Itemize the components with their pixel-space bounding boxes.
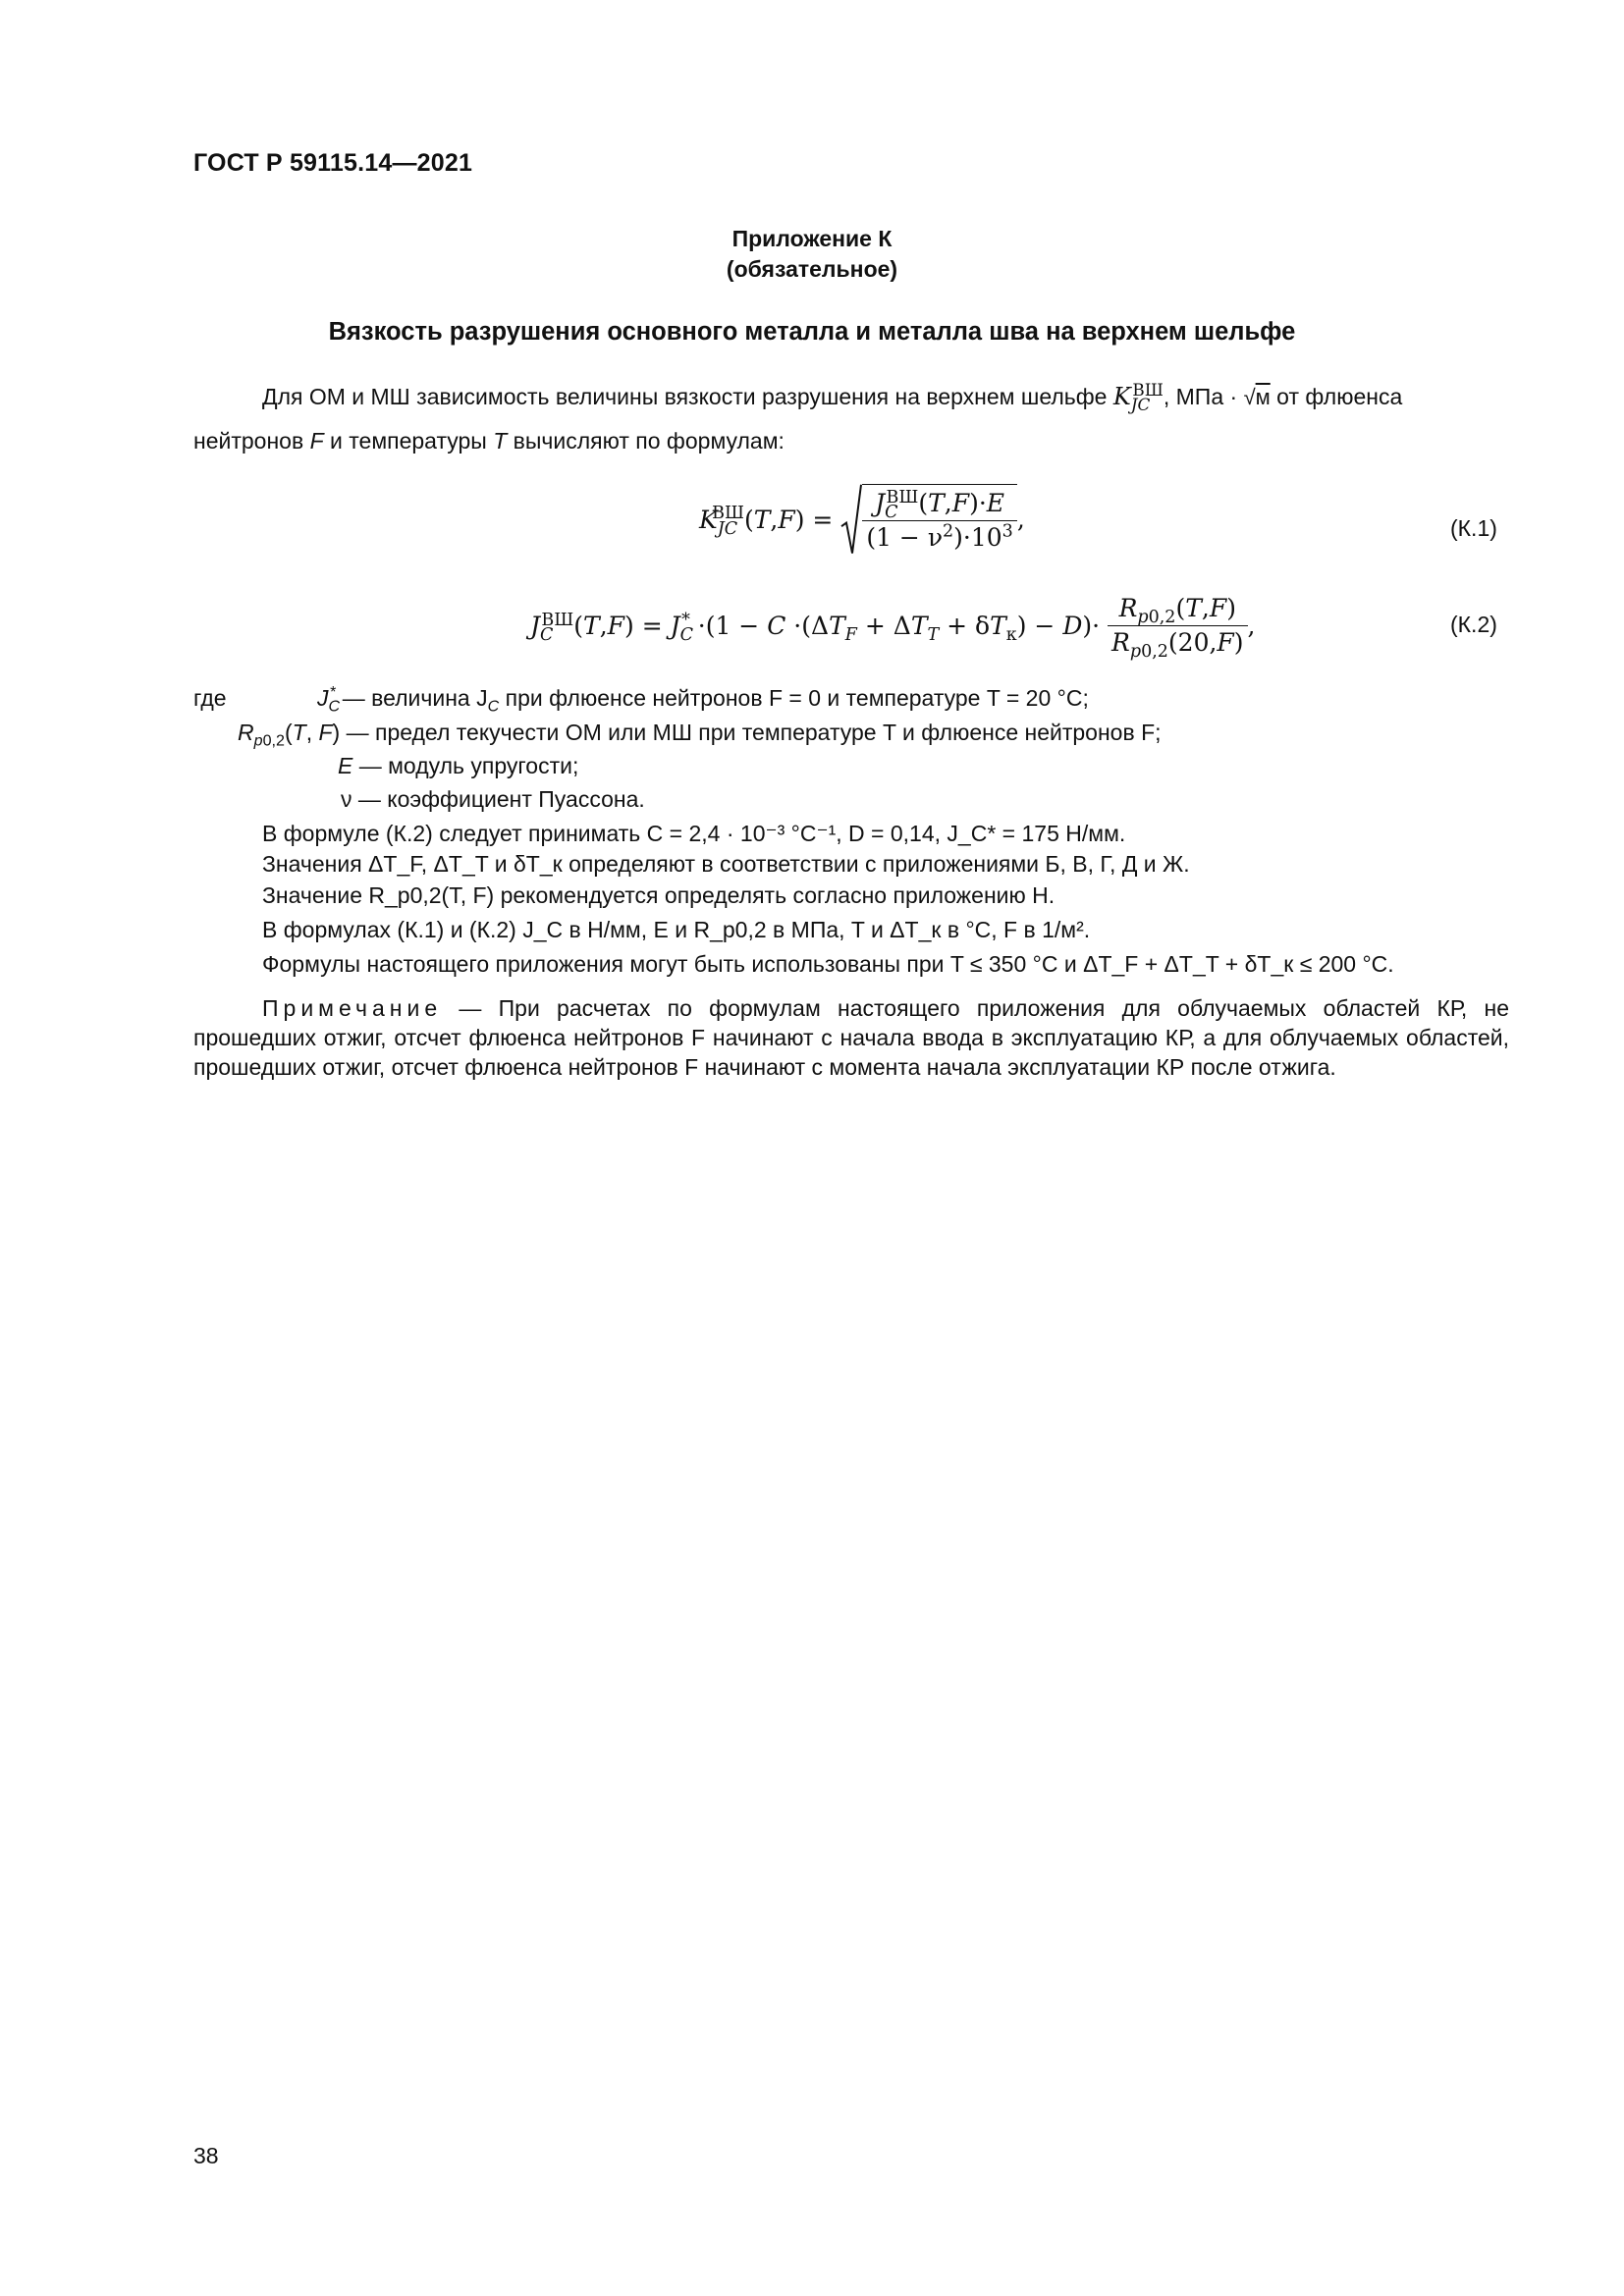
- appendix-label: Приложение К: [731, 226, 893, 251]
- definition-3: E — модуль упругости;: [338, 753, 579, 778]
- var-f: F: [309, 428, 324, 454]
- sqrt-sign: $\frac{J_C^{ВШ}(T,F)\cdot E}{(1 - \nu^2)\cdot 10^3}$: [840, 484, 1017, 555]
- page-number: 38: [193, 2143, 219, 2168]
- note-block: [193, 993, 1509, 1082]
- where-label: где: [193, 685, 227, 711]
- definition-4: ν — коэффициент Пуассона.: [341, 786, 645, 812]
- definition-1: где $J_C^*$ — величина $J_C$ при флюенсе нейтронов F = 0 и температуре T = 20 °С;: [193, 683, 1089, 716]
- body-paragraph-3: Значение R_p0,2(T, F) рекомендуется определять согласно приложению Н.: [262, 882, 1056, 908]
- body-paragraph-2: Значения ΔT_F, ΔT_T и δT_к определяют в соответствии с приложениями Б, В, Г, Д и Ж.: [262, 851, 1190, 877]
- note-text: — При расчетах по формулам настоящего приложения для облучаемых областей КР, не прошедших отжиг, отсчет флюенса нейтронов F начинают с начала ввода в эксплуатацию КР, а для облучаемых областей, прошедших отжиг, отсчет флюенса нейтронов F начинают с момента начала эксплуатации КР после отжига.: [193, 995, 1509, 1080]
- definition-2: $R_{p0,2}(T$, F) — предел текучести ОМ или МШ при температуре T и флюенсе нейтронов F;: [238, 720, 1162, 750]
- body-paragraph-1: В формуле (К.2) следует принимать C = 2,4 · 10⁻³ °С⁻¹, D = 0,14, J_C* = 175 Н/мм.: [262, 821, 1126, 846]
- formula-k2-number: (К.2): [1450, 612, 1497, 637]
- body-paragraph-4: В формулах (К.1) и (К.2) J_C в Н/мм, E и R_p0,2 в МПа, T и ΔT_к в °С, F в 1/м².: [262, 917, 1091, 942]
- note-label: Примечание: [262, 995, 443, 1021]
- intro-text-d: нейтронов: [193, 428, 304, 454]
- appendix-title: Вязкость разрушения основного металла и металла шва на верхнем шельфе: [328, 318, 1296, 346]
- formula-k2: $J_C^{ВШ}(T,F) = J_C^* \cdot(1 - C \cdot(\Delta T_F + \Delta T_T + \delta T_к) - D)\cdot$ $\frac{R_{p0,2}(T,F)}{R_{p0,2}(20,F)}$ ,: [530, 594, 1256, 662]
- sqrt-m-symbol: √м: [1243, 385, 1271, 409]
- formula-k1-number: (К.1): [1450, 515, 1497, 541]
- intro-text-f: вычисляют по формулам:: [513, 428, 785, 454]
- intro-line-2: [193, 428, 785, 454]
- intro-text-b: , МПа ·: [1163, 384, 1238, 409]
- var-t: T: [493, 428, 508, 454]
- intro-text-a: Для ОМ и МШ зависимость величины вязкости разрушения на верхнем шельфе: [262, 384, 1108, 409]
- body-paragraph-5: Формулы настоящего приложения могут быть использованы при T ≤ 350 °С и ΔT_F + ΔT_T + δT_к ≤ 200 °С.: [262, 951, 1394, 977]
- appendix-type: (обязательное): [726, 256, 898, 282]
- intro-line-1: [262, 380, 1403, 414]
- intro-text-e: и температуры: [330, 428, 487, 454]
- k-jc-symbol: $K_{JC}^{ВШ}$: [1112, 380, 1164, 414]
- intro-text-c: от флюенса: [1276, 384, 1403, 409]
- formula-k1: $K_{JC}^{ВШ}(T,F)$ = $\frac{J_C^{ВШ}(T,F)\cdot E}{(1 - \nu^2)\cdot 10^3}$ ,: [699, 484, 1025, 555]
- document-header: ГОСТ Р 59115.14—2021: [193, 149, 473, 177]
